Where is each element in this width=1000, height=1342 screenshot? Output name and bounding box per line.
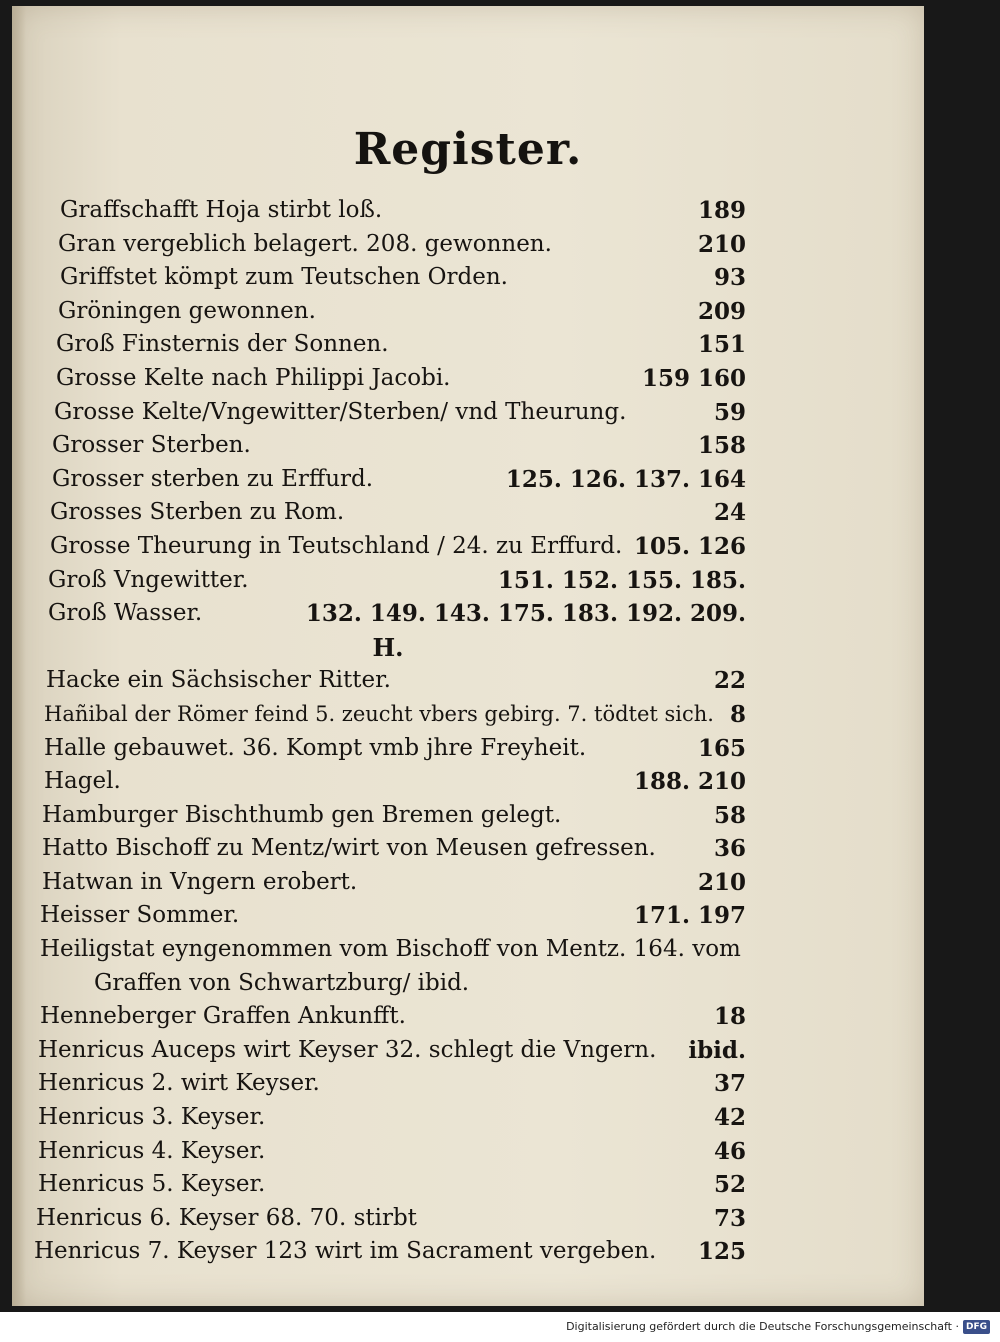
entry-pages: 210 — [697, 230, 746, 258]
entry-pages: 36 — [713, 835, 746, 863]
entry-text: Henricus Auceps wirt Keyser 32. schlegt die Vngern. — [38, 1036, 657, 1063]
register-entry — [30, 832, 746, 866]
entry-pages: 132. 149. 143. 175. 183. 192. 209. — [305, 600, 746, 628]
digitization-credit — [566, 1314, 990, 1340]
register-entry — [30, 1135, 746, 1169]
entry-text: Grosser Sterben. — [52, 432, 251, 459]
entry-text: Grosse Kelte nach Philippi Jacobi. — [56, 364, 451, 391]
entry-text: Halle gebauwet. 36. Kompt vmb jhre Freyheit. — [44, 734, 587, 761]
register-entry — [30, 564, 746, 598]
register-entry — [30, 732, 746, 766]
register-entries — [30, 194, 746, 1269]
register-entry — [30, 194, 746, 228]
register-entry — [30, 1000, 746, 1034]
entry-text: Henneberger Graffen Ankunfft. — [40, 1003, 406, 1030]
entry-pages: 210 — [697, 868, 746, 896]
credit-text: Digitalisierung gefördert durch die Deutsche Forschungsgemeinschaft · — [566, 1320, 959, 1333]
register-entry — [30, 664, 746, 698]
register-entry — [30, 799, 746, 833]
register-entry — [30, 362, 746, 396]
register-entry — [30, 295, 746, 329]
register-entry — [30, 698, 746, 732]
register-entry — [30, 496, 746, 530]
register-entry — [30, 1202, 746, 1236]
entry-text: Groß Vngewitter. — [48, 566, 249, 593]
entry-text: Hañibal der Römer feind 5. zeucht vbers gebirg. 7. tödtet sich. — [44, 701, 714, 726]
register-entry — [30, 866, 746, 900]
entry-text: Henricus 3. Keyser. — [38, 1104, 266, 1131]
entry-text: Graffschafft Hoja stirbt loß. — [60, 197, 383, 223]
entry-text: Graffen von Schwartzburg/ ibid. — [94, 969, 470, 996]
entry-pages: 46 — [713, 1137, 746, 1165]
entry-text: Henricus 4. Keyser. — [38, 1137, 266, 1164]
entry-pages: 52 — [713, 1171, 746, 1199]
register-entry — [30, 1235, 746, 1269]
register-entry — [30, 899, 746, 933]
register-entry — [30, 261, 746, 295]
entry-pages: 188. 210 — [633, 768, 746, 796]
entry-pages: 42 — [713, 1104, 746, 1132]
entry-pages: 93 — [713, 264, 746, 292]
section-letter: H. — [372, 632, 404, 662]
entry-text: Groß Finsternis der Sonnen. — [56, 331, 389, 358]
entry-pages: 158 — [697, 432, 746, 460]
entry-pages: 37 — [713, 1070, 746, 1098]
entry-text: Hatto Bischoff zu Mentz/wirt von Meusen gefressen. — [42, 835, 656, 862]
entry-pages: 125 — [697, 1238, 746, 1266]
book-page — [12, 6, 924, 1306]
register-entry — [30, 463, 746, 497]
register-entry — [30, 597, 746, 631]
entry-text: Hagel. — [44, 768, 121, 795]
entry-pages: ibid. — [688, 1036, 746, 1064]
entry-pages: 125. 126. 137. 164 — [505, 465, 746, 493]
entry-text: Gröningen gewonnen. — [58, 297, 316, 324]
entry-text: Grosse Theurung in Teutschland / 24. zu Erffurd. — [50, 532, 622, 559]
entry-pages: 8 — [729, 700, 746, 728]
entry-pages: 73 — [713, 1204, 746, 1232]
entry-pages: 18 — [713, 1003, 746, 1031]
entry-pages: 151. 152. 155. 185. — [497, 566, 746, 594]
entry-pages: 209 — [697, 297, 746, 325]
page-title: Register. — [353, 124, 583, 175]
entry-pages: 171. 197 — [633, 902, 746, 930]
entry-text: Griffstet kömpt zum Teutschen Orden. — [60, 264, 508, 291]
entry-text: Henricus 2. wirt Keyser. — [38, 1070, 320, 1097]
register-entry — [30, 967, 746, 1001]
entry-text: Grosses Sterben zu Rom. — [50, 499, 345, 526]
entry-text: Hamburger Bischthumb gen Bremen gelegt. — [42, 801, 562, 828]
register-entry — [30, 1101, 746, 1135]
entry-text: Gran vergeblich belagert. 208. gewonnen. — [58, 230, 552, 257]
entry-pages: 165 — [697, 734, 746, 762]
register-entry — [30, 1168, 746, 1202]
entry-text: Hacke ein Sächsischer Ritter. — [46, 667, 391, 694]
register-entry — [30, 396, 746, 430]
entry-text: Henricus 6. Keyser 68. 70. stirbt — [36, 1204, 417, 1231]
entry-pages: 105. 126 — [633, 532, 746, 560]
entry-text: Hatwan in Vngern erobert. — [42, 868, 358, 895]
entry-text: Henricus 7. Keyser 123 wirt im Sacrament vergeben. — [34, 1238, 657, 1265]
register-entry — [30, 429, 746, 463]
register-entry — [30, 228, 746, 262]
register-entry — [30, 328, 746, 362]
dfg-logo: DFG — [963, 1320, 990, 1334]
entry-text: Grosser sterben zu Erffurd. — [52, 465, 374, 492]
entry-pages: 22 — [713, 667, 746, 695]
register-entry — [30, 1034, 746, 1068]
entry-pages: 159 160 — [641, 364, 746, 392]
entry-text: Groß Wasser. — [48, 600, 203, 627]
entry-pages: 189 — [697, 197, 746, 224]
entry-text: Heiligstat eyngenommen vom Bischoff von Mentz. 164. vom — [40, 936, 741, 963]
entry-pages: 58 — [713, 801, 746, 829]
entry-text: Grosse Kelte/Vngewitter/Sterben/ vnd Theurung. — [54, 398, 627, 425]
register-entry — [30, 530, 746, 564]
entry-pages: 24 — [713, 499, 746, 527]
register-entry — [30, 1067, 746, 1101]
entry-pages: 59 — [713, 398, 746, 426]
entry-pages: 151 — [697, 331, 746, 359]
entry-text: Henricus 5. Keyser. — [38, 1171, 266, 1198]
entry-text: Heisser Sommer. — [40, 902, 240, 929]
register-entry — [30, 765, 746, 799]
page-gutter-shadow — [12, 6, 26, 1306]
register-entry — [30, 933, 746, 967]
